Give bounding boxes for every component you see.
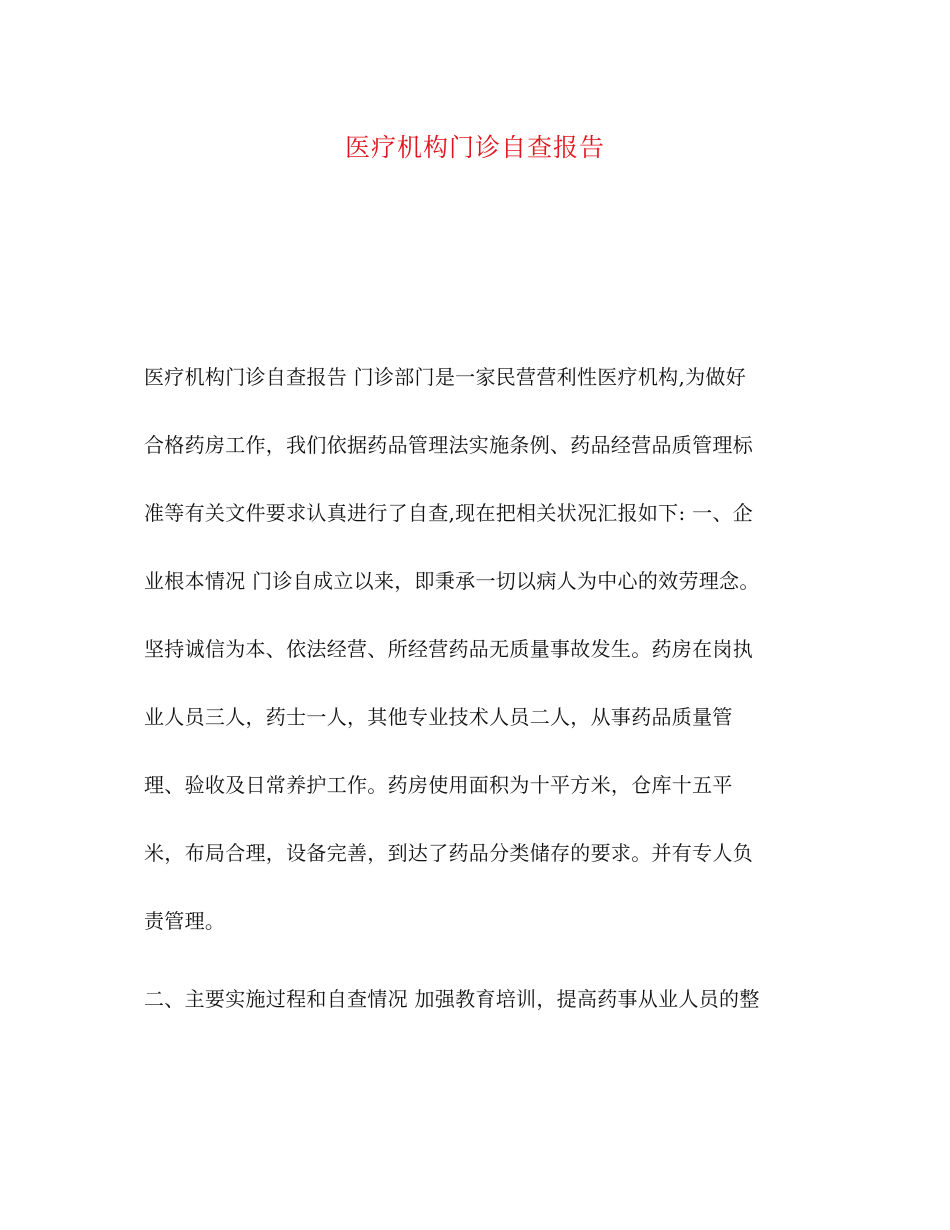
body-line-7: 理、验收及日常养护工作。药房使用面积为十平方米，仓库十五平 bbox=[144, 773, 733, 797]
document-title: 医疗机构门诊自查报告 bbox=[344, 133, 605, 162]
body-line-8: 米，布局合理，设备完善，到达了药品分类储存的要求。并有专人负 bbox=[144, 841, 753, 865]
body-line-5: 坚持诚信为本、依法经营、所经营药品无质量事故发生。药房在岗执 bbox=[144, 637, 753, 661]
body-line-9: 责管理。 bbox=[144, 909, 226, 933]
body-line-6: 业人员三人，药士一人，其他专业技术人员二人，从事药品质量管 bbox=[144, 705, 733, 729]
document-body bbox=[144, 362, 808, 1052]
body-line-1: 医疗机构门诊自查报告 门诊部门是一家民营营利性医疗机构,为做好 bbox=[144, 365, 747, 389]
body-line-10: 二、主要实施过程和自查情况 加强教育培训，提高药事从业人员的整 bbox=[144, 987, 760, 1011]
body-line-3: 准等有关文件要求认真进行了自查,现在把相关状况汇报如下: 一、企 bbox=[144, 501, 754, 525]
body-line-4: 业根本情况 门诊自成立以来，即秉承一切以病人为中心的效劳理念。 bbox=[144, 569, 760, 593]
body-line-2: 合格药房工作，我们依据药品管理法实施条例、药品经营品质管理标 bbox=[144, 433, 753, 457]
